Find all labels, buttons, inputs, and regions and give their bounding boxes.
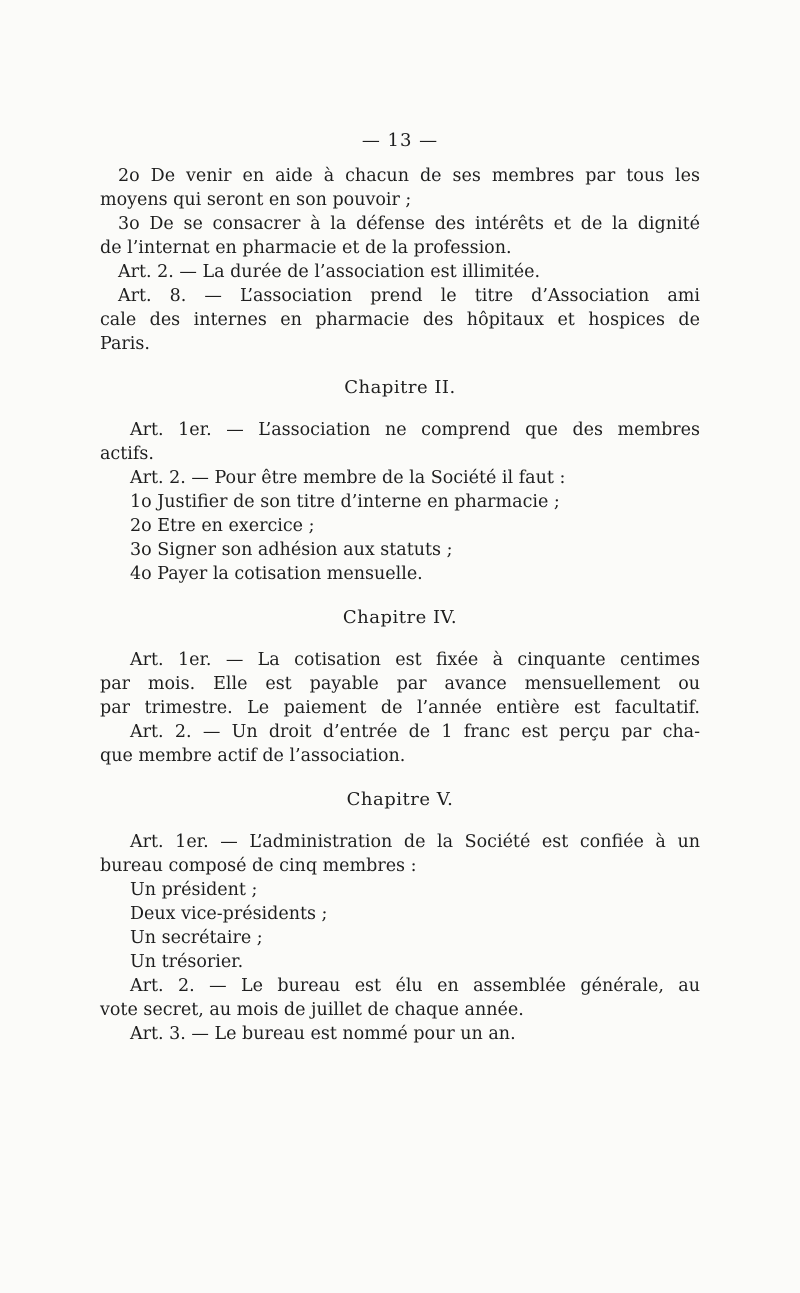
text-line: actifs. [100,444,154,464]
text-line: Deux vice-présidents ; [130,904,328,924]
text-line: 3o Signer son adhésion aux statuts ; [130,540,453,560]
text-line: de l’internat en pharmacie et de la profession. [100,238,512,258]
text-line: Art. 2. — Un droit d’entrée de 1 franc est perçu par cha- [130,722,700,742]
section-chapter-4 [100,648,700,768]
text-line: Un secrétaire ; [130,928,263,948]
section-chapter-1-continued [100,164,700,356]
text-line: Art. 3. — Le bureau est nommé pour un an. [130,1024,516,1044]
document-page [100,128,700,1046]
text-line: Art. 1er. — La cotisation est fixée à cinquante centimes [130,650,700,670]
text-line: 3o De se consacrer à la défense des intérêts et de la dignité [118,214,700,234]
text-line: que membre actif de l’association. [100,746,406,766]
text-line: 2o Etre en exercice ; [130,516,315,536]
text-line: bureau composé de cinq membres : [100,856,417,876]
section-chapter-5 [100,830,700,1046]
text-line: par mois. Elle est payable par avance mensuellement ou [100,674,700,694]
text-line: par trimestre. Le paiement de l’année entière est facultatif. [100,698,700,718]
text-line: 2o De venir en aide à chacun de ses membres par tous les [118,166,700,186]
text-line: Art. 1er. — L’administration de la Société est confiée à un [130,832,700,852]
chapter-2-heading: Chapitre II. [344,377,456,398]
text-line: Art. 8. — L’association prend le titre d’Association ami [118,286,700,306]
section-chapter-2 [100,418,700,586]
text-line: 4o Payer la cotisation mensuelle. [130,564,423,584]
text-line: Art. 1er. — L’association ne comprend que des membres [130,420,700,440]
text-line: Paris. [100,334,150,354]
text-line: vote secret, au mois de juillet de chaque année. [100,1000,524,1020]
page-number: — 13 — [361,130,439,151]
text-line: cale des internes en pharmacie des hôpitaux et hospices de [100,310,700,330]
text-line: Art. 2. — La durée de l’association est illimitée. [118,262,541,282]
chapter-4-heading: Chapitre IV. [342,607,458,628]
text-line: Art. 2. — Le bureau est élu en assemblée générale, au [130,976,700,996]
text-line: Un trésorier. [130,952,244,972]
text-line: 1o Justifier de son titre d’interne en pharmacie ; [130,492,560,512]
text-line: Art. 2. — Pour être membre de la Société il faut : [130,468,566,488]
chapter-5-heading: Chapitre V. [346,789,454,810]
text-line: Un président ; [130,880,258,900]
text-line: moyens qui seront en son pouvoir ; [100,190,412,210]
